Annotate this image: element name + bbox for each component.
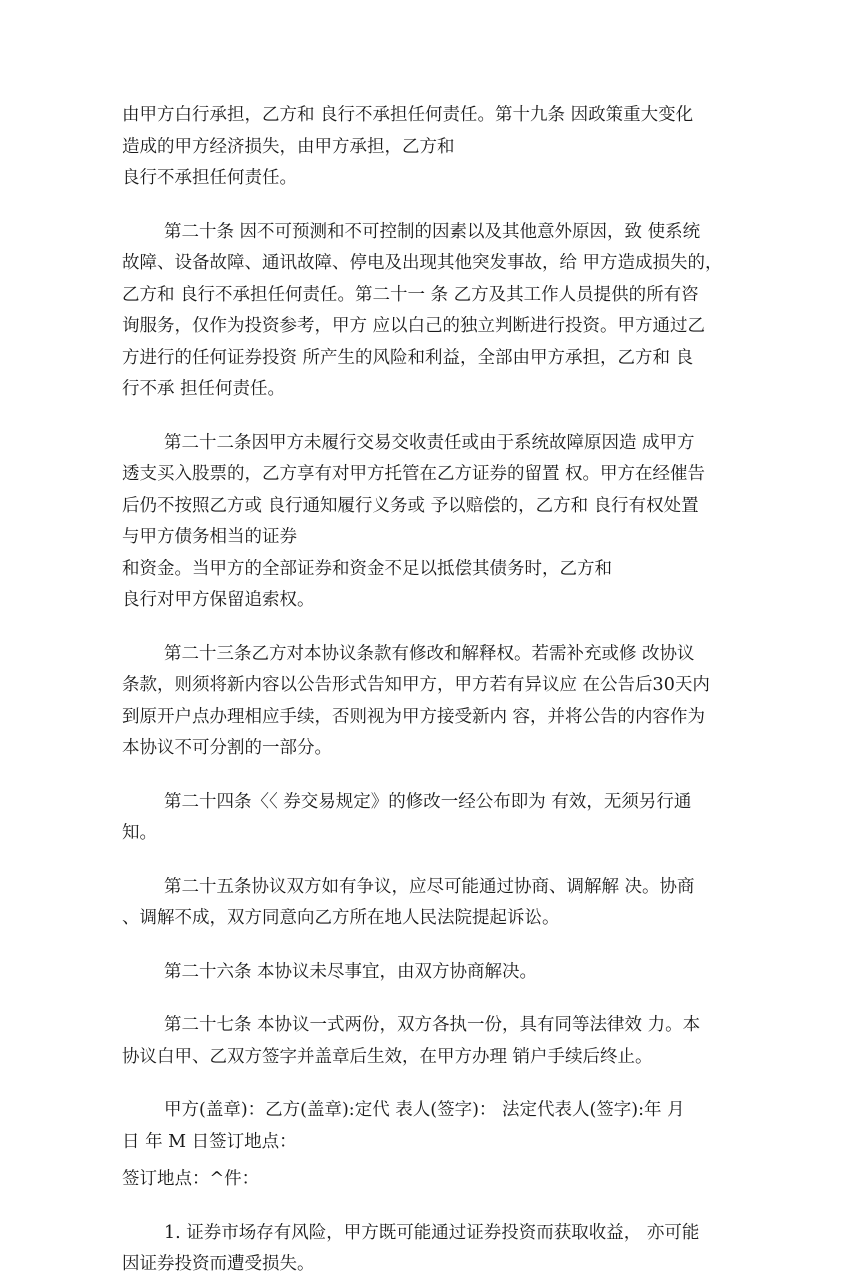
paragraph-risk-item-1: [122, 1218, 732, 1281]
text-line: 因证券投资而遭受损失。: [122, 1254, 315, 1274]
text-line: 透支买入股票的，乙方享有对甲方托管在乙方证券的留置 权。甲方在经催告: [122, 464, 706, 484]
paragraph-clause-23: [122, 639, 732, 765]
text-line: 知。: [122, 823, 157, 843]
paragraph-signatures: [122, 1095, 732, 1158]
text-line: 方进行的任何证券投资 所产生的风险和利益，全部由甲方承担，乙方和 良: [122, 347, 694, 368]
document-body: [122, 100, 732, 1281]
text-line: 乙方和 良行不承担任何责任。第二十一 条 乙方及其工作人员提供的所有咨: [122, 284, 699, 305]
text-line: 第二十二条因甲方未履行交易交收责任或由于系统故障原因造 成甲方: [164, 432, 695, 453]
text-line: 到原开户点办理相应手续，否则视为甲方接受新内 容，并将公告的内容作为: [122, 706, 706, 727]
text-line: 本协议不可分割的一部分。: [122, 738, 332, 758]
text-line: 、调解不成，双方同意向乙方所在地人民法院提起诉讼。: [122, 908, 560, 928]
text-line: 条款，则须将新内容以公告形式告知甲方，甲方若有异议应 在公告后30天内: [122, 675, 710, 695]
text-line: 与甲方债务相当的证券: [122, 527, 297, 547]
paragraph-clause-26: [122, 957, 732, 989]
paragraph-clause-24: [122, 787, 732, 850]
paragraph-clause-27: [122, 1010, 732, 1073]
text-line: 和资金。当甲方的全部证券和资金不足以抵偿其债务时，乙方和: [122, 558, 612, 579]
text-line: 第二十三条乙方对本协议条款有修改和解释权。若需补充或修 改协议: [164, 643, 695, 664]
text-line: 日 年 M 日签订地点：: [122, 1131, 297, 1152]
text-line: 第二十条 因不可预测和不可控制的因素以及其他意外原因，致 使系统: [164, 221, 701, 242]
paragraph-clause-19: [122, 100, 732, 195]
text-line: 良行对甲方保留追索权。: [122, 590, 315, 610]
text-line: 1. 证券市场存有风险，甲方既可能通过证券投资而获取收益， 亦可能: [164, 1222, 700, 1243]
text-line: 第二十七条 本协议一式两份，双方各执一份，具有同等法律效 力。本: [164, 1015, 701, 1035]
text-line: 后仍不按照乙方或 良行通知履行义务或 予以赔偿的，乙方和 良行有权处置: [122, 495, 699, 516]
text-line: 协议白甲、乙双方签字并盖章后生效，在甲方办理 销户手续后终止。: [122, 1046, 653, 1067]
text-line: 第二十六条 本协议未尽事宜，由双方协商解决。: [164, 961, 538, 982]
text-line: 第二十四条〈〈 券交易规定》的修改一经公布即为 有效，无须另行通: [164, 791, 692, 812]
text-line: 签订地点：^件：: [122, 1169, 260, 1189]
text-line: 询服务，仅作为投资参考，甲方 应以白己的独立判断进行投资。甲方通过乙: [122, 316, 706, 336]
paragraph-signing-place: [122, 1164, 732, 1196]
text-line: 故障、设备故障、通讯故障、停电及出现其他突发事故，给 甲方造成损失的，: [122, 253, 723, 273]
text-line: 造成的甲方经济损失，由甲方承担，乙方和: [122, 136, 455, 157]
text-line: 第二十五条协议双方如有争议，应尽可能通过协商、调解解 决。协商: [164, 876, 695, 897]
text-line: 甲方(盖章)：乙方(盖章):定代 表人(签字)： 法定代表人(签字):年 月: [164, 1100, 685, 1120]
text-line: 良行不承担任何责任。: [122, 168, 297, 188]
paragraph-clause-25: [122, 872, 732, 935]
paragraph-clause-22: [122, 428, 732, 617]
text-line: 行不承 担任何责任。: [122, 379, 286, 399]
text-line: 由甲方白行承担，乙方和 良行不承担任何责任。第十九条 因政策重大变化: [122, 105, 694, 125]
paragraph-clause-20-21: [122, 217, 732, 406]
